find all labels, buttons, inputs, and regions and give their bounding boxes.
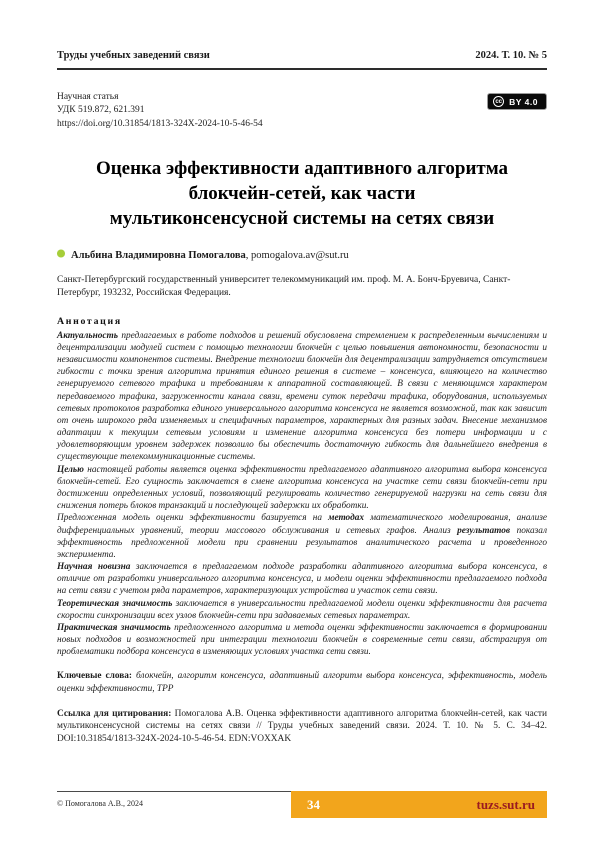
article-title <box>57 156 547 231</box>
author-email[interactable]: pomogalova.av@sut.ru <box>251 250 349 262</box>
journal-name: Труды учебных заведений связи <box>57 50 210 61</box>
abstract-paragraph: Практическая значимость предложенного алгоритма и метода оценки эффективности заключается в формировании новых подходов и возможностей при интеграции технологии блокчейн в современные сети связи, абстрагируя от проблематики подбора консенсуса в изменяющих условиях участка сети связи. <box>57 622 547 658</box>
header-divider <box>57 68 547 70</box>
author-name: Альбина Владимировна Помогалова <box>71 250 246 262</box>
journal-issue: 2024. Т. 10. № 5 <box>475 50 547 61</box>
author-line <box>57 250 547 261</box>
udc-code: УДК 519.872, 621.391 <box>57 105 145 116</box>
citation-label: Ссылка для цитирования: <box>57 708 172 719</box>
article-title-line: блокчейн-сетей, как части <box>188 182 416 204</box>
abstract-heading: Аннотация <box>57 315 122 327</box>
page-number: 34 <box>307 796 320 812</box>
journal-site-link[interactable]: tuzs.sut.ru <box>476 796 535 812</box>
cc-icon: cc <box>493 96 504 107</box>
abstract-paragraph: Целью настоящей работы является оценка эффективности предлагаемого адаптивного алгоритма выбора консенсуса блокчейн-сетей. Его сущность заключается в смене алгоритма консенсуса на участке сети связи блокчейн-сети при достижении определенных условий, позволяющий регулировать количество генерируемой нагрузки на сеть связи для снижения потерь блоков транзакций и последующей задержки их обработки. <box>57 464 547 512</box>
page-footer <box>57 791 547 818</box>
footer-bar <box>291 791 547 818</box>
citation-block <box>57 708 547 746</box>
abstract-paragraph: Предложенная модель оценки эффективности базируется на методах математического моделирования, анализе дифференциальных уравнений, теории массового обслуживания и сетевых графов. Анализ результатов показал эффективность предложенной модели при сравнении результатов аналитического расчета и проведенного эксперимента. <box>57 513 548 560</box>
cc-license-label: BY 4.0 <box>509 96 538 107</box>
article-title-line: мультиконсенсусной системы на сетях связи <box>109 208 495 230</box>
running-head <box>57 50 547 61</box>
copyright-notice: © Помогалова А.В., 2024 <box>57 791 291 818</box>
keywords-label: Ключевые слова: <box>57 671 132 682</box>
abstract-body <box>57 330 547 659</box>
keywords-list: блокчейн, алгоритм консенсуса, адаптивный алгоритм выбора консенсуса, эффективность, модель оценки эффективности, TPP <box>57 671 547 694</box>
article-title-line: Оценка эффективности адаптивного алгоритма <box>95 157 509 179</box>
article-meta <box>57 91 547 131</box>
cc-by-license-badge[interactable] <box>487 93 547 110</box>
abstract-paragraph: Актуальность предлагаемых в работе подходов и решений обусловлена стремлением к распределенным вычислениям и децентрализации модулей систем с помощью технологии блокчейн с целью повышения автономности, безопасности и независимости компонентов системы. Внедрение технологии блокчейн для децентрализации затрудняется отсутствием гибкости с точки зрения алгоритма принятия единого решения в системе – консенсуса, влияющего на количество генерируемого сетевого трафика и требованиям к аппаратной составляющей. В связи с меняющимся характером передаваемого трафика, загруженности канала связи, времени суток передачи трафика, оборудования, используемых сетевых протоколов разработка единого универсального алгоритма консенсуса не является возможной, так как зависит от очень широкого ряда изменяемых и специфичных параметров, характерных для разных задач. Внесение механизмов адаптации к текущим сетевым условиям и изменение алгоритма консенсуса без потери информации и с удовлетворяющим уровнем задержек позволило бы обеспечить достаточную гибкость для дальнейшего внедрения в существующие телекоммуникационные системы. <box>57 330 547 463</box>
orcid-icon[interactable] <box>57 250 65 258</box>
keywords-block <box>57 670 547 694</box>
article-type-label: Научная статья <box>57 92 119 102</box>
citation-text: Помогалова А.В. Оценка эффективности адаптивного алгоритма блокчейн-сетей, как части мультиконсенсусной системы на сетях связи // Труды учебных заведений связи. 2024. Т. 10. № 5. С. 34–42. DOI:10.31854/1813-324X-2024-10-5-46-54. EDN:VOXXAK <box>57 708 548 744</box>
abstract-paragraph: Научная новизна заключается в предлагаемом подходе разработки адаптивного алгоритма выбора консенсуса, в отличие от разработки универсального алгоритма консенсуса, и модели оценки эффективности предлагаемого подхода на сети связи с учетом ряда параметров, характеризующих устройства и участок сети связи. <box>57 562 547 597</box>
doi-link[interactable]: https://doi.org/10.31854/1813-324X-2024-10-5-46-54 <box>57 118 263 129</box>
abstract-paragraph: Теоретическая значимость заключается в универсальности предлагаемой модели оценки эффективности для расчета скорости синхронизации всех узлов блокчейн-сети при задаваемых сетевых параметрах. <box>57 598 547 621</box>
author-separator: , <box>245 250 252 262</box>
author-affiliation: Санкт-Петербургский государственный университет телекоммуникаций им. проф. М. А. Бонч-Бруевича, Санкт-Петербург, 193232, Российская Федерация. <box>57 275 511 298</box>
